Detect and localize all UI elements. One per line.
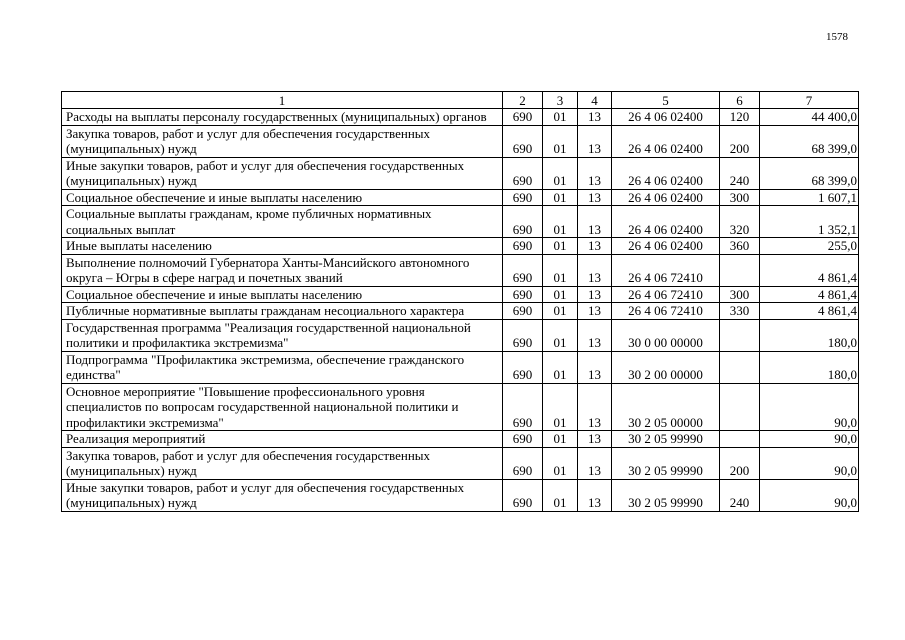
header-cell-6: 6 (720, 92, 760, 109)
row-section-cell: 01 (543, 125, 578, 157)
row-subsection-cell: 13 (578, 189, 612, 206)
row-name-cell: Выполнение полномочий Губернатора Ханты-Мансийского автономного округа – Югры в сфере наград и почетных званий (62, 254, 503, 286)
header-cell-2: 2 (503, 92, 543, 109)
row-name-cell: Социальные выплаты гражданам, кроме публичных нормативных социальных выплат (62, 206, 503, 238)
table-body (62, 109, 859, 512)
row-subsection-cell: 13 (578, 109, 612, 126)
row-amount-cell: 44 400,0 (760, 109, 859, 126)
row-expense-type-cell: 240 (720, 479, 760, 511)
row-expense-type-cell: 360 (720, 238, 760, 255)
row-target-article-cell: 26 4 06 02400 (612, 189, 720, 206)
row-name-cell: Иные закупки товаров, работ и услуг для обеспечения государственных (муниципальных) нужд (62, 479, 503, 511)
row-amount-cell: 4 861,4 (760, 303, 859, 320)
row-expense-type-cell: 300 (720, 189, 760, 206)
row-name-cell: Закупка товаров, работ и услуг для обеспечения государственных (муниципальных) нужд (62, 125, 503, 157)
row-subsection-cell: 13 (578, 431, 612, 448)
row-target-article-cell: 26 4 06 72410 (612, 286, 720, 303)
row-admin-code-cell: 690 (503, 109, 543, 126)
row-section-cell: 01 (543, 351, 578, 383)
row-amount-cell: 90,0 (760, 447, 859, 479)
row-section-cell: 01 (543, 189, 578, 206)
row-expense-type-cell (720, 254, 760, 286)
row-section-cell: 01 (543, 206, 578, 238)
row-admin-code-cell: 690 (503, 206, 543, 238)
header-row (62, 92, 859, 109)
table-row (62, 206, 859, 238)
row-admin-code-cell: 690 (503, 125, 543, 157)
row-expense-type-cell: 240 (720, 157, 760, 189)
row-amount-cell: 1 352,1 (760, 206, 859, 238)
row-amount-cell: 4 861,4 (760, 254, 859, 286)
row-expense-type-cell (720, 351, 760, 383)
table-row (62, 157, 859, 189)
row-name-cell: Реализация мероприятий (62, 431, 503, 448)
header-cell-1: 1 (62, 92, 503, 109)
row-amount-cell: 4 861,4 (760, 286, 859, 303)
table-row (62, 109, 859, 126)
table-row (62, 447, 859, 479)
row-expense-type-cell: 300 (720, 286, 760, 303)
row-name-cell: Подпрограмма "Профилактика экстремизма, обеспечение гражданского единства" (62, 351, 503, 383)
row-subsection-cell: 13 (578, 479, 612, 511)
row-target-article-cell: 26 4 06 02400 (612, 125, 720, 157)
budget-table (61, 91, 859, 512)
row-section-cell: 01 (543, 109, 578, 126)
row-section-cell: 01 (543, 447, 578, 479)
row-name-cell: Закупка товаров, работ и услуг для обеспечения государственных (муниципальных) нужд (62, 447, 503, 479)
row-subsection-cell: 13 (578, 447, 612, 479)
row-target-article-cell: 26 4 06 02400 (612, 206, 720, 238)
row-target-article-cell: 30 0 00 00000 (612, 319, 720, 351)
row-amount-cell: 68 399,0 (760, 157, 859, 189)
row-section-cell: 01 (543, 303, 578, 320)
row-subsection-cell: 13 (578, 157, 612, 189)
table-row (62, 125, 859, 157)
table-row (62, 351, 859, 383)
row-expense-type-cell (720, 383, 760, 431)
row-amount-cell: 90,0 (760, 383, 859, 431)
row-subsection-cell: 13 (578, 238, 612, 255)
row-section-cell: 01 (543, 383, 578, 431)
row-name-cell: Расходы на выплаты персоналу государственных (муниципальных) органов (62, 109, 503, 126)
row-section-cell: 01 (543, 431, 578, 448)
row-subsection-cell: 13 (578, 206, 612, 238)
row-admin-code-cell: 690 (503, 479, 543, 511)
table-row (62, 431, 859, 448)
row-amount-cell: 255,0 (760, 238, 859, 255)
row-expense-type-cell: 200 (720, 125, 760, 157)
header-cell-5: 5 (612, 92, 720, 109)
row-subsection-cell: 13 (578, 125, 612, 157)
row-amount-cell: 90,0 (760, 431, 859, 448)
row-name-cell: Иные закупки товаров, работ и услуг для обеспечения государственных (муниципальных) нужд (62, 157, 503, 189)
row-amount-cell: 1 607,1 (760, 189, 859, 206)
row-name-cell: Иные выплаты населению (62, 238, 503, 255)
row-target-article-cell: 26 4 06 02400 (612, 157, 720, 189)
row-section-cell: 01 (543, 286, 578, 303)
row-admin-code-cell: 690 (503, 383, 543, 431)
row-target-article-cell: 30 2 05 99990 (612, 479, 720, 511)
row-amount-cell: 180,0 (760, 319, 859, 351)
row-expense-type-cell: 330 (720, 303, 760, 320)
row-subsection-cell: 13 (578, 319, 612, 351)
row-expense-type-cell: 200 (720, 447, 760, 479)
row-name-cell: Публичные нормативные выплаты гражданам несоциального характера (62, 303, 503, 320)
table-row (62, 479, 859, 511)
row-admin-code-cell: 690 (503, 189, 543, 206)
page-number: 1578 (826, 31, 848, 43)
row-admin-code-cell: 690 (503, 319, 543, 351)
row-admin-code-cell: 690 (503, 286, 543, 303)
table-row (62, 254, 859, 286)
table-row (62, 189, 859, 206)
row-expense-type-cell: 320 (720, 206, 760, 238)
row-amount-cell: 180,0 (760, 351, 859, 383)
row-subsection-cell: 13 (578, 303, 612, 320)
header-cell-7: 7 (760, 92, 859, 109)
row-target-article-cell: 26 4 06 72410 (612, 303, 720, 320)
row-name-cell: Социальное обеспечение и иные выплаты населению (62, 189, 503, 206)
row-subsection-cell: 13 (578, 254, 612, 286)
row-admin-code-cell: 690 (503, 238, 543, 255)
row-admin-code-cell: 690 (503, 303, 543, 320)
row-admin-code-cell: 690 (503, 157, 543, 189)
header-cell-3: 3 (543, 92, 578, 109)
row-subsection-cell: 13 (578, 286, 612, 303)
row-target-article-cell: 30 2 05 99990 (612, 431, 720, 448)
row-expense-type-cell: 120 (720, 109, 760, 126)
row-section-cell: 01 (543, 319, 578, 351)
row-expense-type-cell (720, 431, 760, 448)
table-row (62, 383, 859, 431)
row-section-cell: 01 (543, 479, 578, 511)
row-name-cell: Социальное обеспечение и иные выплаты населению (62, 286, 503, 303)
row-name-cell: Государственная программа "Реализация государственной национальной политики и профилактика экстремизма" (62, 319, 503, 351)
row-admin-code-cell: 690 (503, 447, 543, 479)
row-target-article-cell: 26 4 06 02400 (612, 109, 720, 126)
row-target-article-cell: 30 2 05 99990 (612, 447, 720, 479)
row-subsection-cell: 13 (578, 351, 612, 383)
row-admin-code-cell: 690 (503, 431, 543, 448)
table-row (62, 303, 859, 320)
row-name-cell: Основное мероприятие "Повышение профессионального уровня специалистов по вопросам государственной национальной политики и профилактики экстремизма" (62, 383, 503, 431)
row-subsection-cell: 13 (578, 383, 612, 431)
row-target-article-cell: 30 2 05 00000 (612, 383, 720, 431)
row-amount-cell: 90,0 (760, 479, 859, 511)
row-section-cell: 01 (543, 157, 578, 189)
row-target-article-cell: 26 4 06 02400 (612, 238, 720, 255)
header-cell-4: 4 (578, 92, 612, 109)
row-amount-cell: 68 399,0 (760, 125, 859, 157)
table-row (62, 286, 859, 303)
row-admin-code-cell: 690 (503, 351, 543, 383)
row-target-article-cell: 26 4 06 72410 (612, 254, 720, 286)
row-section-cell: 01 (543, 254, 578, 286)
row-section-cell: 01 (543, 238, 578, 255)
row-expense-type-cell (720, 319, 760, 351)
table-row (62, 319, 859, 351)
row-admin-code-cell: 690 (503, 254, 543, 286)
row-target-article-cell: 30 2 00 00000 (612, 351, 720, 383)
table-row (62, 238, 859, 255)
